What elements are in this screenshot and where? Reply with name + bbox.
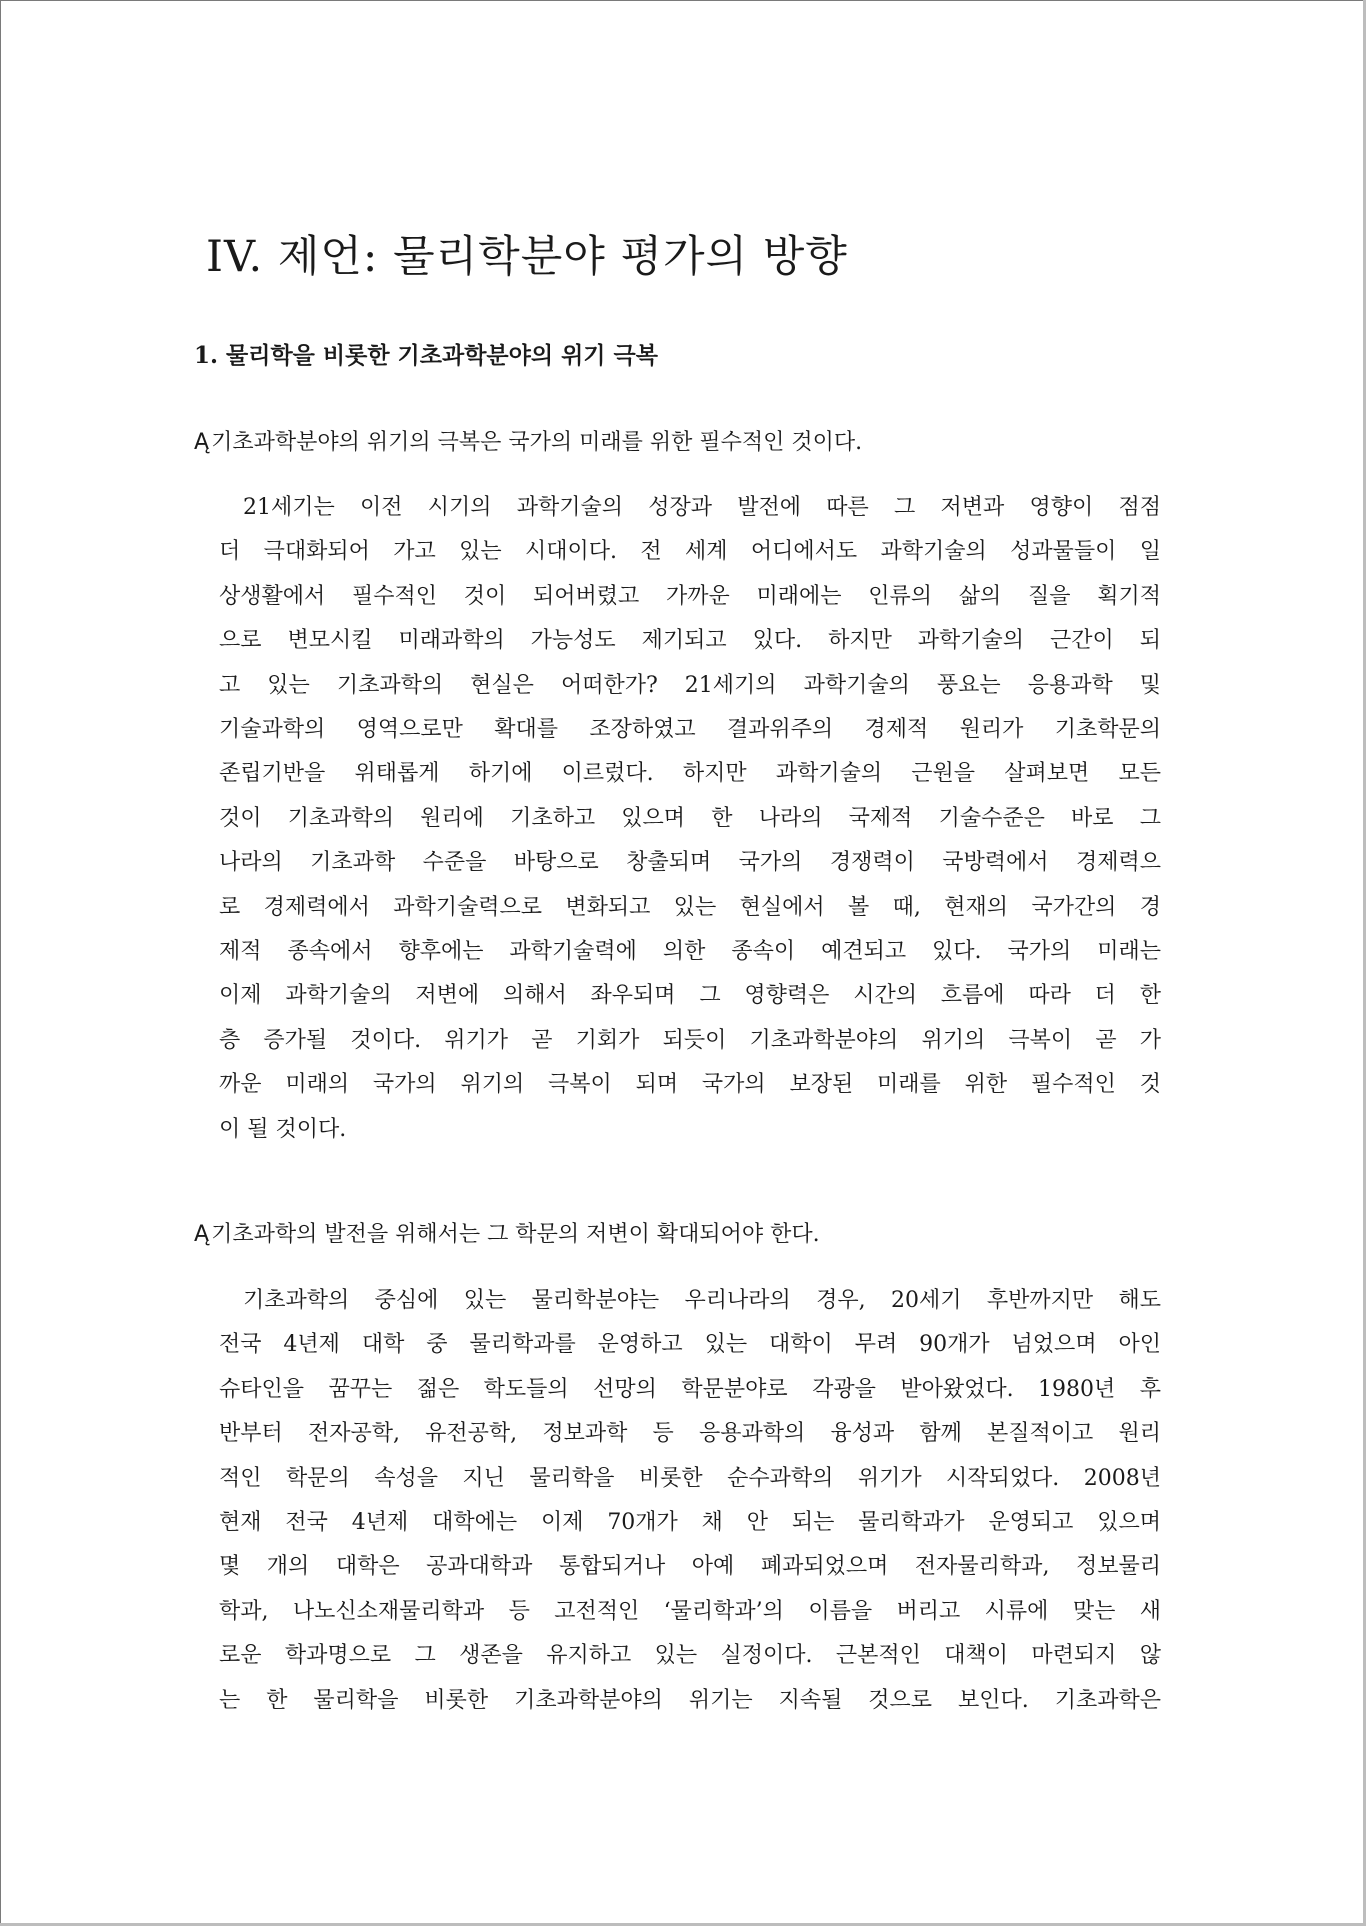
paragraph-line: 더 극대화되어 가고 있는 시대이다. 전 세계 어디에서도 과학기술의 성과물들이 일 <box>219 539 1161 565</box>
paragraph-line: 반부터 전자공학, 유전공학, 정보과학 등 응용과학의 융성과 함께 본질적이고 원리 <box>219 1421 1161 1447</box>
paragraph-line: 상생활에서 필수적인 것이 되어버렸고 가까운 미래에는 인류의 삶의 질을 획기적 <box>219 583 1161 609</box>
paragraph-line: 기초과학의 중심에 있는 물리학분야는 우리나라의 경우, 20세기 후반까지만 해도 <box>243 1288 1161 1313</box>
paragraph-line: 학과, 나노신소재물리학과 등 고전적인 ‘물리학과’의 이름을 버리고 시류에 맞는 새 <box>219 1598 1161 1624</box>
paragraph-line: 까운 미래의 국가의 위기의 극복이 되며 국가의 보장된 미래를 위한 필수적인 것 <box>219 1072 1161 1098</box>
paragraph-line: 이제 과학기술의 저변에 의해서 좌우되며 그 영향력은 시간의 흐름에 따라 더 한 <box>219 983 1161 1009</box>
bullet-statement-1 <box>194 425 862 456</box>
paragraph-line: 적인 학문의 속성을 지닌 물리학을 비롯한 순수과학의 위기가 시작되었다. 2008년 <box>219 1465 1161 1491</box>
paragraph-line: 것이 기초과학의 원리에 기초하고 있으며 한 나라의 국제적 기술수준은 바로 그 <box>219 805 1161 831</box>
paragraph-line: 슈타인을 꿈꾸는 젊은 학도들의 선망의 학문분야로 각광을 받아왔었다. 1980년 후 <box>219 1376 1161 1402</box>
paragraph-line: 층 증가될 것이다. 위기가 곧 기회가 되듯이 기초과학분야의 위기의 극복이 곧 가 <box>219 1027 1161 1053</box>
bullet-mark: Ą <box>194 1222 210 1247</box>
section-heading: 1. 물리학을 비롯한 기초과학분야의 위기 극복 <box>194 342 658 369</box>
paragraph-line: 로 경제력에서 과학기술력으로 변화되고 있는 현실에서 볼 때, 현재의 국가간의 경 <box>219 894 1161 920</box>
bullet-mark: Ą <box>194 430 210 455</box>
paragraph-line: 기술과학의 영역으로만 확대를 조장하였고 결과위주의 경제적 원리가 기초학문의 <box>219 717 1161 743</box>
paragraph-line: 현재 전국 4년제 대학에는 이제 70개가 채 안 되는 물리학과가 운영되고 있으며 <box>219 1510 1161 1536</box>
bullet-text: 기초과학분야의 위기의 극복은 국가의 미래를 위한 필수적인 것이다. <box>211 430 863 455</box>
paragraph-2 <box>219 1279 1161 1723</box>
paragraph-line: 전국 4년제 대학 중 물리학과를 운영하고 있는 대학이 무려 90개가 넘었으며 아인 <box>219 1332 1161 1358</box>
paragraph-line: 제적 종속에서 향후에는 과학기술력에 의한 종속이 예견되고 있다. 국가의 미래는 <box>219 939 1161 965</box>
paragraph-line: 이 될 것이다. <box>219 1116 347 1142</box>
page-title: IV. 제언: 물리학분야 평가의 방향 <box>206 232 848 282</box>
paragraph-line: 고 있는 기초과학의 현실은 어떠한가? 21세기의 과학기술의 풍요는 응용과학 및 <box>219 672 1161 698</box>
paragraph-line: 으로 변모시킬 미래과학의 가능성도 제기되고 있다. 하지만 과학기술의 근간이 되 <box>219 628 1161 654</box>
paragraph-line: 21세기는 이전 시기의 과학기술의 성장과 발전에 따른 그 저변과 영향이 점점 <box>243 495 1161 520</box>
paragraph-line: 는 한 물리학을 비롯한 기초과학분야의 위기는 지속될 것으로 보인다. 기초과학은 <box>219 1687 1161 1713</box>
paragraph-line: 존립기반을 위태롭게 하기에 이르렀다. 하지만 과학기술의 근원을 살펴보면 모든 <box>219 761 1161 787</box>
paragraph-line: 몇 개의 대학은 공과대학과 통합되거나 아예 폐과되었으며 전자물리학과, 정보물리 <box>219 1554 1161 1580</box>
bullet-statement-2 <box>194 1217 820 1248</box>
paragraph-line: 나라의 기초과학 수준을 바탕으로 창출되며 국가의 경쟁력이 국방력에서 경제력으 <box>219 850 1161 876</box>
paragraph-1 <box>219 486 1161 1152</box>
bullet-text: 기초과학의 발전을 위해서는 그 학문의 저변이 확대되어야 한다. <box>211 1222 820 1247</box>
paragraph-line: 로운 학과명으로 그 생존을 유지하고 있는 실정이다. 근본적인 대책이 마련되지 않 <box>219 1643 1161 1669</box>
